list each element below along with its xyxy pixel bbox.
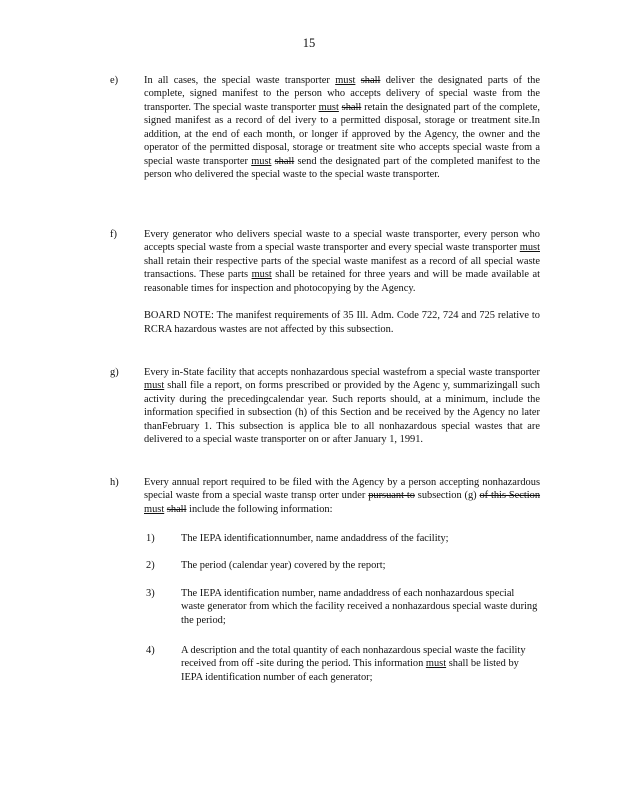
deleted-text: of this Section <box>479 490 541 502</box>
item-text <box>181 559 540 572</box>
item-label: 4) <box>146 645 155 656</box>
paragraph-text <box>144 228 540 295</box>
deleted-text: pursuant to <box>368 490 415 502</box>
paragraph-label: e) <box>110 75 119 86</box>
deleted-text: shall <box>166 503 187 515</box>
list-item-2 <box>146 559 540 572</box>
text-run: Every generator who delivers special waste to a special waste transporter, every person who accepts special waste from a special waste transporter and every special waste transporter <box>144 229 540 254</box>
paragraph-label: g) <box>110 367 119 378</box>
text-run: Every annual report required to be filed with the Agency by a person accepting nonhazardous special waste from a special waste transp orter under <box>144 477 540 502</box>
item-text <box>181 644 540 684</box>
page-number: 15 <box>302 36 316 50</box>
paragraph-f <box>110 228 540 336</box>
inserted-text: must <box>519 242 540 254</box>
inserted-text: must <box>335 75 356 86</box>
inserted-text: must <box>144 380 165 392</box>
text-run: Every in-State facility that accepts nonhazardous special wastefrom a special waste transporter <box>144 367 540 378</box>
paragraph-text <box>144 74 540 182</box>
text-run: send the designated part of the completed manifest to the person who delivered the special waste to the special waste transporter. <box>144 155 540 181</box>
list-item-1 <box>146 532 540 545</box>
text-run: include the following information: <box>186 503 333 515</box>
text-run: The IEPA identification number, name andaddress of each nonhazardous special waste generator from which the facility received a nonhazardous special waste during the period; <box>181 588 538 626</box>
text-run: deliver the designated parts of the complete, signed manifest to the person who accepts delivery of special waste from the transporter. The special waste transporter <box>144 75 540 113</box>
paragraph-h <box>110 476 540 516</box>
paragraph-text <box>144 476 540 516</box>
text-run: The IEPA identificationnumber, name andaddress of the facility; <box>181 533 449 544</box>
item-label: 2) <box>146 560 155 571</box>
board-note: BOARD NOTE: The manifest requirements of 35 Ill. Adm. Code 722, 724 and 725 relative to RCRA hazardous wastes are not affected by this subsection. <box>144 310 540 335</box>
item-label: 3) <box>146 588 155 599</box>
item-text <box>181 587 540 627</box>
text-run: shall retain their respective parts of the special waste manifest as a record of all special waste transactions. These parts <box>144 255 540 281</box>
inserted-text: must <box>425 658 447 670</box>
item-label: 1) <box>146 533 155 544</box>
deleted-text: shall <box>274 155 295 167</box>
text-run: shall be retained for three years and will be made available at reasonable times for inspection and photocopying by the Agency. <box>144 269 540 294</box>
text-run: subsection (g) <box>414 490 480 502</box>
list-item-3 <box>146 587 540 627</box>
inserted-text: must <box>144 503 165 515</box>
inserted-text: must <box>251 269 272 281</box>
text-run: shall file a report, on forms prescribed or provided by the Agenc y, summarizingall such activity during the precedingcalendar year. Such reports should, at a minimum, include the information specified in subsection (h) of this Section and be received by the Agency no later thanFebruary 1. This subsection is applica ble to all nonhazardous special wastes that are delivered to a special waste transporter on or after January 1, 1991. <box>144 380 540 446</box>
paragraph-label: f) <box>110 229 117 240</box>
deleted-text: shall <box>360 75 381 86</box>
paragraph-label: h) <box>110 477 119 488</box>
list-item-4 <box>146 644 540 684</box>
text-run: A description and the total quantity of each nonhazardous special waste the facility received from off -site during the period. This information <box>181 645 526 670</box>
inserted-text: must <box>251 155 272 167</box>
text-run: In all cases, the special waste transporter <box>144 75 336 86</box>
paragraph-g <box>110 366 540 447</box>
paragraph-e <box>110 74 540 182</box>
text-run: shall be listed by IEPA identification number of each generator; <box>181 658 519 683</box>
paragraph-text <box>144 366 540 447</box>
item-text <box>181 532 540 545</box>
text-run: retain the designated part of the complete, signed manifest as a record of del ivery to a permitted disposal, storage or treatment site.In addition, at the end of each month, or longer if approved by the Agency, the owner and the operator of the permitted disposal, storage or treatment site who accepts special waste from a special waste transporter <box>144 101 541 167</box>
deleted-text: shall <box>341 101 362 113</box>
inserted-text: must <box>318 101 339 113</box>
text-run: The period (calendar year) covered by the report; <box>181 560 386 571</box>
